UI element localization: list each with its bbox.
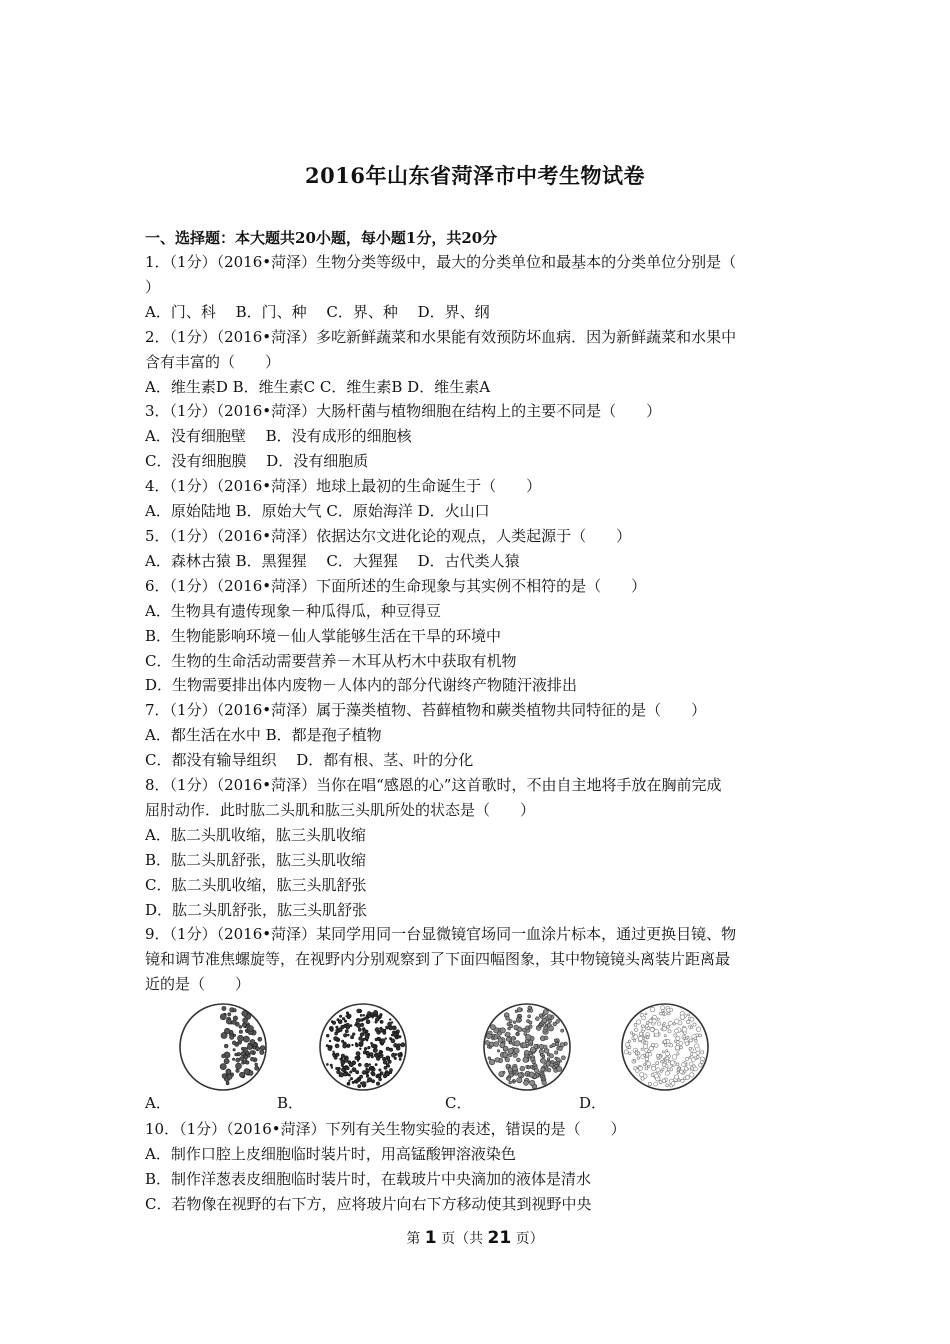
text-line: B．肱二头肌舒张，肱三头肌收缩 — [145, 850, 367, 869]
figure-label-a: A． — [145, 1094, 171, 1113]
text-line: 9．（1分）（2016•菏泽）某同学用同一台显微镜官场同一血涂片标本，通过更换目镜、物 — [145, 925, 737, 944]
text-line: C．没有细胞膜 D．没有细胞质 — [145, 452, 369, 471]
text-line: A．门、科 B．门、种 C．界、种 D．界、纲 — [145, 302, 490, 321]
figure-label-d: D． — [579, 1094, 607, 1113]
microscope-field-icon — [481, 1001, 573, 1093]
footer-total-pages: 21 — [487, 1228, 512, 1248]
microscope-figure-row — [145, 1001, 813, 1091]
section-heading: 一、选择题：本大题共20小题，每小题1分，共20分 — [145, 229, 498, 247]
text-line: A．森林古猿 B．黑猩猩 C．大猩猩 D．古代类人猿 — [145, 551, 520, 570]
text-line: A．原始陆地 B．原始大气 C．原始海洋 D．火山口 — [145, 502, 490, 521]
text-line: D．生物需要排出体内废物－人体内的部分代谢终产物随汗液排出 — [145, 676, 578, 695]
text-line: C．肱二头肌收缩，肱三头肌舒张 — [145, 875, 367, 894]
page-title: 2016年山东省菏泽市中考生物试卷 — [305, 163, 645, 188]
text-line: B．生物能影响环境－仙人掌能够生活在干旱的环境中 — [145, 626, 502, 645]
text-line: 8．（1分）（2016•菏泽）当你在唱“感恩的心”这首歌时，不由自主地将手放在胸前完成 — [145, 776, 722, 795]
text-line: 1．（1分）（2016•菏泽）生物分类等级中，最大的分类单位和最基本的分类单位分别是（ — [145, 253, 737, 271]
page-footer — [0, 1228, 950, 1248]
footer-suffix: 页） — [515, 1231, 544, 1247]
figure-label-b: B． — [277, 1094, 304, 1113]
text-line: 10．（1分）（2016•菏泽）下列有关生物实验的表述，错误的是（ ） — [145, 1120, 626, 1139]
figure-labels — [145, 1091, 813, 1117]
text-line: A．制作口腔上皮细胞临时装片时，用高锰酸钾溶液染色 — [145, 1145, 516, 1164]
question-content — [145, 250, 813, 1217]
text-line: 7．（1分）（2016•菏泽）属于藻类植物、苔藓植物和蕨类植物共同特征的是（ ） — [145, 701, 707, 720]
figure-label-c: C． — [445, 1094, 472, 1113]
text-line: 2．（1分）（2016•菏泽）多吃新鲜蔬菜和水果能有效预防坏血病．因为新鲜蔬菜和水果中 — [145, 327, 737, 346]
microscope-field-icon — [317, 1001, 409, 1093]
text-line: 屈肘动作．此时肱二头肌和肱三头肌所处的状态是（ ） — [145, 800, 536, 819]
footer-prefix: 第 — [406, 1231, 421, 1247]
text-line: 5．（1分）（2016•菏泽）依据达尔文进化论的观点，人类起源于（ ） — [145, 526, 632, 545]
footer-page-number: 1 — [424, 1228, 437, 1248]
text-line: 镜和调节准焦螺旋等，在视野内分别观察到了下面四幅图象，其中物镜镜头离装片距离最 — [145, 950, 731, 969]
text-line: D．肱二头肌舒张，肱三头肌舒张 — [145, 900, 368, 919]
text-line: 4．（1分）（2016•菏泽）地球上最初的生命诞生于（ ） — [145, 477, 542, 496]
text-line: A．肱二头肌收缩，肱三头肌收缩 — [145, 825, 366, 844]
text-line: C．生物的生命活动需要营养－木耳从朽木中获取有机物 — [145, 651, 517, 670]
text-line: A．都生活在水中 B．都是孢子植物 — [145, 726, 382, 745]
footer-middle: 页（共 — [441, 1231, 484, 1247]
text-line: 3．（1分）（2016•菏泽）大肠杆菌与植物细胞在结构上的主要不同是（ ） — [145, 402, 662, 421]
microscope-field-icon — [619, 1001, 711, 1093]
microscope-field-icon — [177, 1001, 269, 1093]
text-line: 含有丰富的（ ） — [145, 352, 281, 371]
text-line: C．都没有输导组织 D．都有根、茎、叶的分化 — [145, 751, 474, 770]
text-line: ） — [145, 277, 161, 296]
text-line: 近的是（ ） — [145, 975, 251, 994]
text-line: B．制作洋葱表皮细胞临时装片时，在载玻片中央滴加的液体是清水 — [145, 1170, 592, 1188]
text-line: C．若物像在视野的右下方，应将玻片向右下方移动使其到视野中央 — [145, 1194, 592, 1213]
text-line: 6．（1分）（2016•菏泽）下面所述的生命现象与其实例不相符的是（ ） — [145, 576, 647, 595]
text-line: A．维生素D B．维生素C C．维生素B D．维生素A — [145, 377, 491, 396]
text-line: A．没有细胞壁 B．没有成形的细胞核 — [145, 427, 412, 446]
text-line: A．生物具有遗传现象－种瓜得瓜，种豆得豆 — [145, 601, 441, 620]
